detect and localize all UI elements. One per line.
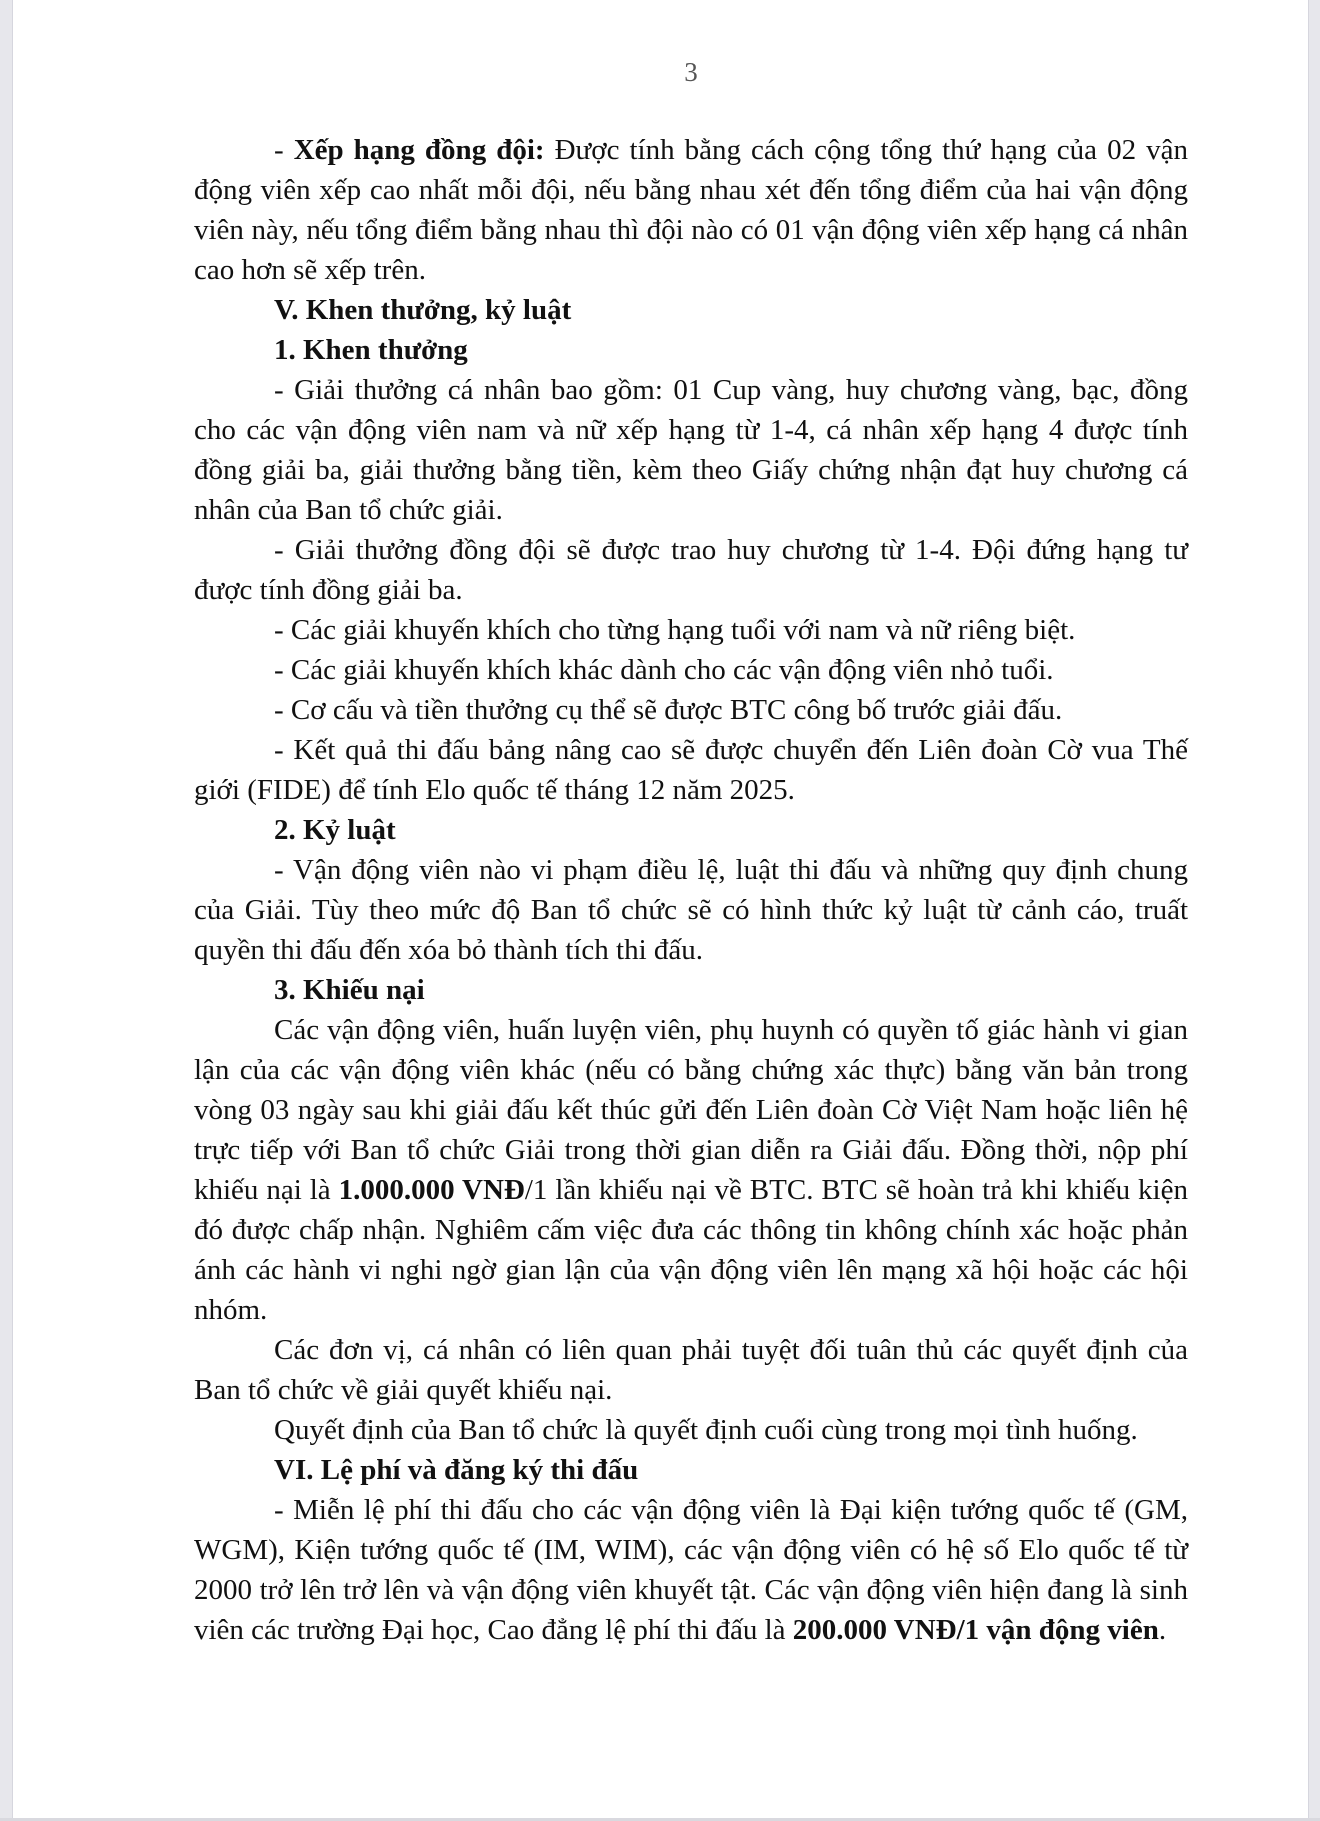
text-run: 200.000 VNĐ/1 vận động viên — [792, 1614, 1159, 1646]
document-page — [12, 0, 1309, 1821]
page-number: 3 — [684, 57, 698, 87]
text-run: - Giải thưởng cá nhân bao gồm: 01 Cup vàng, huy chương vàng, bạc, đồng cho các vận động viên nam và nữ xếp hạng từ 1-4, cá nhân xếp hạng 4 được tính đồng giải ba, giải thưởng bằng tiền, kèm theo Giấy chứng nhận đạt huy chương cá nhân của Ban tổ chức giải. — [194, 374, 1188, 526]
section-heading — [194, 970, 1188, 1010]
text-run: - Kết quả thi đấu bảng nâng cao sẽ được chuyển đến Liên đoàn Cờ vua Thế giới (FIDE) để tính Elo quốc tế tháng 12 năm 2025. — [194, 734, 1188, 806]
text-run: 2. Kỷ luật — [274, 814, 396, 846]
text-run: - Cơ cấu và tiền thưởng cụ thể sẽ được BTC công bố trước giải đấu. — [274, 694, 1063, 726]
paragraph — [194, 850, 1188, 970]
section-heading — [194, 330, 1188, 370]
paragraph — [194, 1330, 1188, 1410]
text-run: 1. Khen thưởng — [274, 334, 468, 366]
paragraph — [194, 1410, 1188, 1450]
text-run: Xếp hạng đồng đội: — [293, 134, 545, 166]
paragraph — [194, 530, 1188, 610]
text-run: Các vận động viên, huấn luyện viên, phụ huynh có quyền tố giác hành vi gian lận của các vận động viên khác (nếu có bằng chứng xác thực) bằng văn bản trong vòng 03 ngày sau khi giải đấu kết thúc gửi đến Liên đoàn Cờ Việt Nam hoặc liên hệ trực tiếp với Ban tổ chức Giải trong thời gian diễn ra Giải đấu. Đồng thời, nộp phí khiếu nại là — [194, 1014, 1188, 1206]
section-heading — [194, 810, 1188, 850]
text-run: - Các giải khuyến khích khác dành cho các vận động viên nhỏ tuổi. — [274, 654, 1054, 686]
paragraph — [194, 650, 1188, 690]
text-run: V. Khen thưởng, kỷ luật — [274, 294, 572, 326]
paragraph — [194, 1010, 1188, 1330]
text-run: . — [1158, 1614, 1167, 1646]
text-run: VI. Lệ phí và đăng ký thi đấu — [274, 1454, 639, 1486]
paragraph — [194, 130, 1188, 290]
document-body — [194, 130, 1188, 1650]
section-heading — [194, 1450, 1188, 1490]
text-run: - Giải thưởng đồng đội sẽ được trao huy chương từ 1-4. Đội đứng hạng tư được tính đồng giải ba. — [194, 534, 1188, 606]
text-run: 1.000.000 VNĐ — [338, 1174, 525, 1206]
section-heading — [194, 290, 1188, 330]
paragraph — [194, 370, 1188, 530]
paragraph — [194, 1490, 1188, 1650]
text-run: /1 lần khiếu nại về BTC. BTC sẽ hoàn trả khi khiếu kiện đó được chấp nhận. Nghiêm cấm việc đưa các thông tin không chính xác hoặc phản ánh các hành vi nghi ngờ gian lận của vận động viên lên mạng xã hội hoặc các hội nhóm. — [194, 1174, 1188, 1326]
text-run: Quyết định của Ban tổ chức là quyết định cuối cùng trong mọi tình huống. — [274, 1414, 1138, 1446]
paragraph — [194, 690, 1188, 730]
text-run: - Các giải khuyến khích cho từng hạng tuổi với nam và nữ riêng biệt. — [274, 614, 1076, 646]
text-run: - Miễn lệ phí thi đấu cho các vận động viên là Đại kiện tướng quốc tế (GM, WGM), Kiện tướng quốc tế (IM, WIM), các vận động viên có hệ số Elo quốc tế từ 2000 trở lên trở lên và vận động viên khuyết tật. Các vận động viên hiện đang là sinh viên các trường Đại học, Cao đẳng lệ phí thi đấu là — [194, 1494, 1188, 1646]
text-run: Được tính bằng cách cộng tổng thứ hạng của 02 vận động viên xếp cao nhất mỗi đội, nếu bằng nhau xét đến tổng điểm của hai vận động viên này, nếu tổng điểm bằng nhau thì đội nào có 01 vận động viên xếp hạng cá nhân cao hơn sẽ xếp trên. — [194, 134, 1188, 286]
paragraph — [194, 610, 1188, 650]
text-run: - — [274, 134, 294, 166]
paragraph — [194, 730, 1188, 810]
text-run: - Vận động viên nào vi phạm điều lệ, luật thi đấu và những quy định chung của Giải. Tùy theo mức độ Ban tổ chức sẽ có hình thức kỷ luật từ cảnh cáo, truất quyền thi đấu đến xóa bỏ thành tích thi đấu. — [194, 854, 1188, 966]
text-run: Các đơn vị, cá nhân có liên quan phải tuyệt đối tuân thủ các quyết định của Ban tổ chức về giải quyết khiếu nại. — [194, 1334, 1188, 1406]
text-run: 3. Khiếu nại — [274, 974, 425, 1006]
